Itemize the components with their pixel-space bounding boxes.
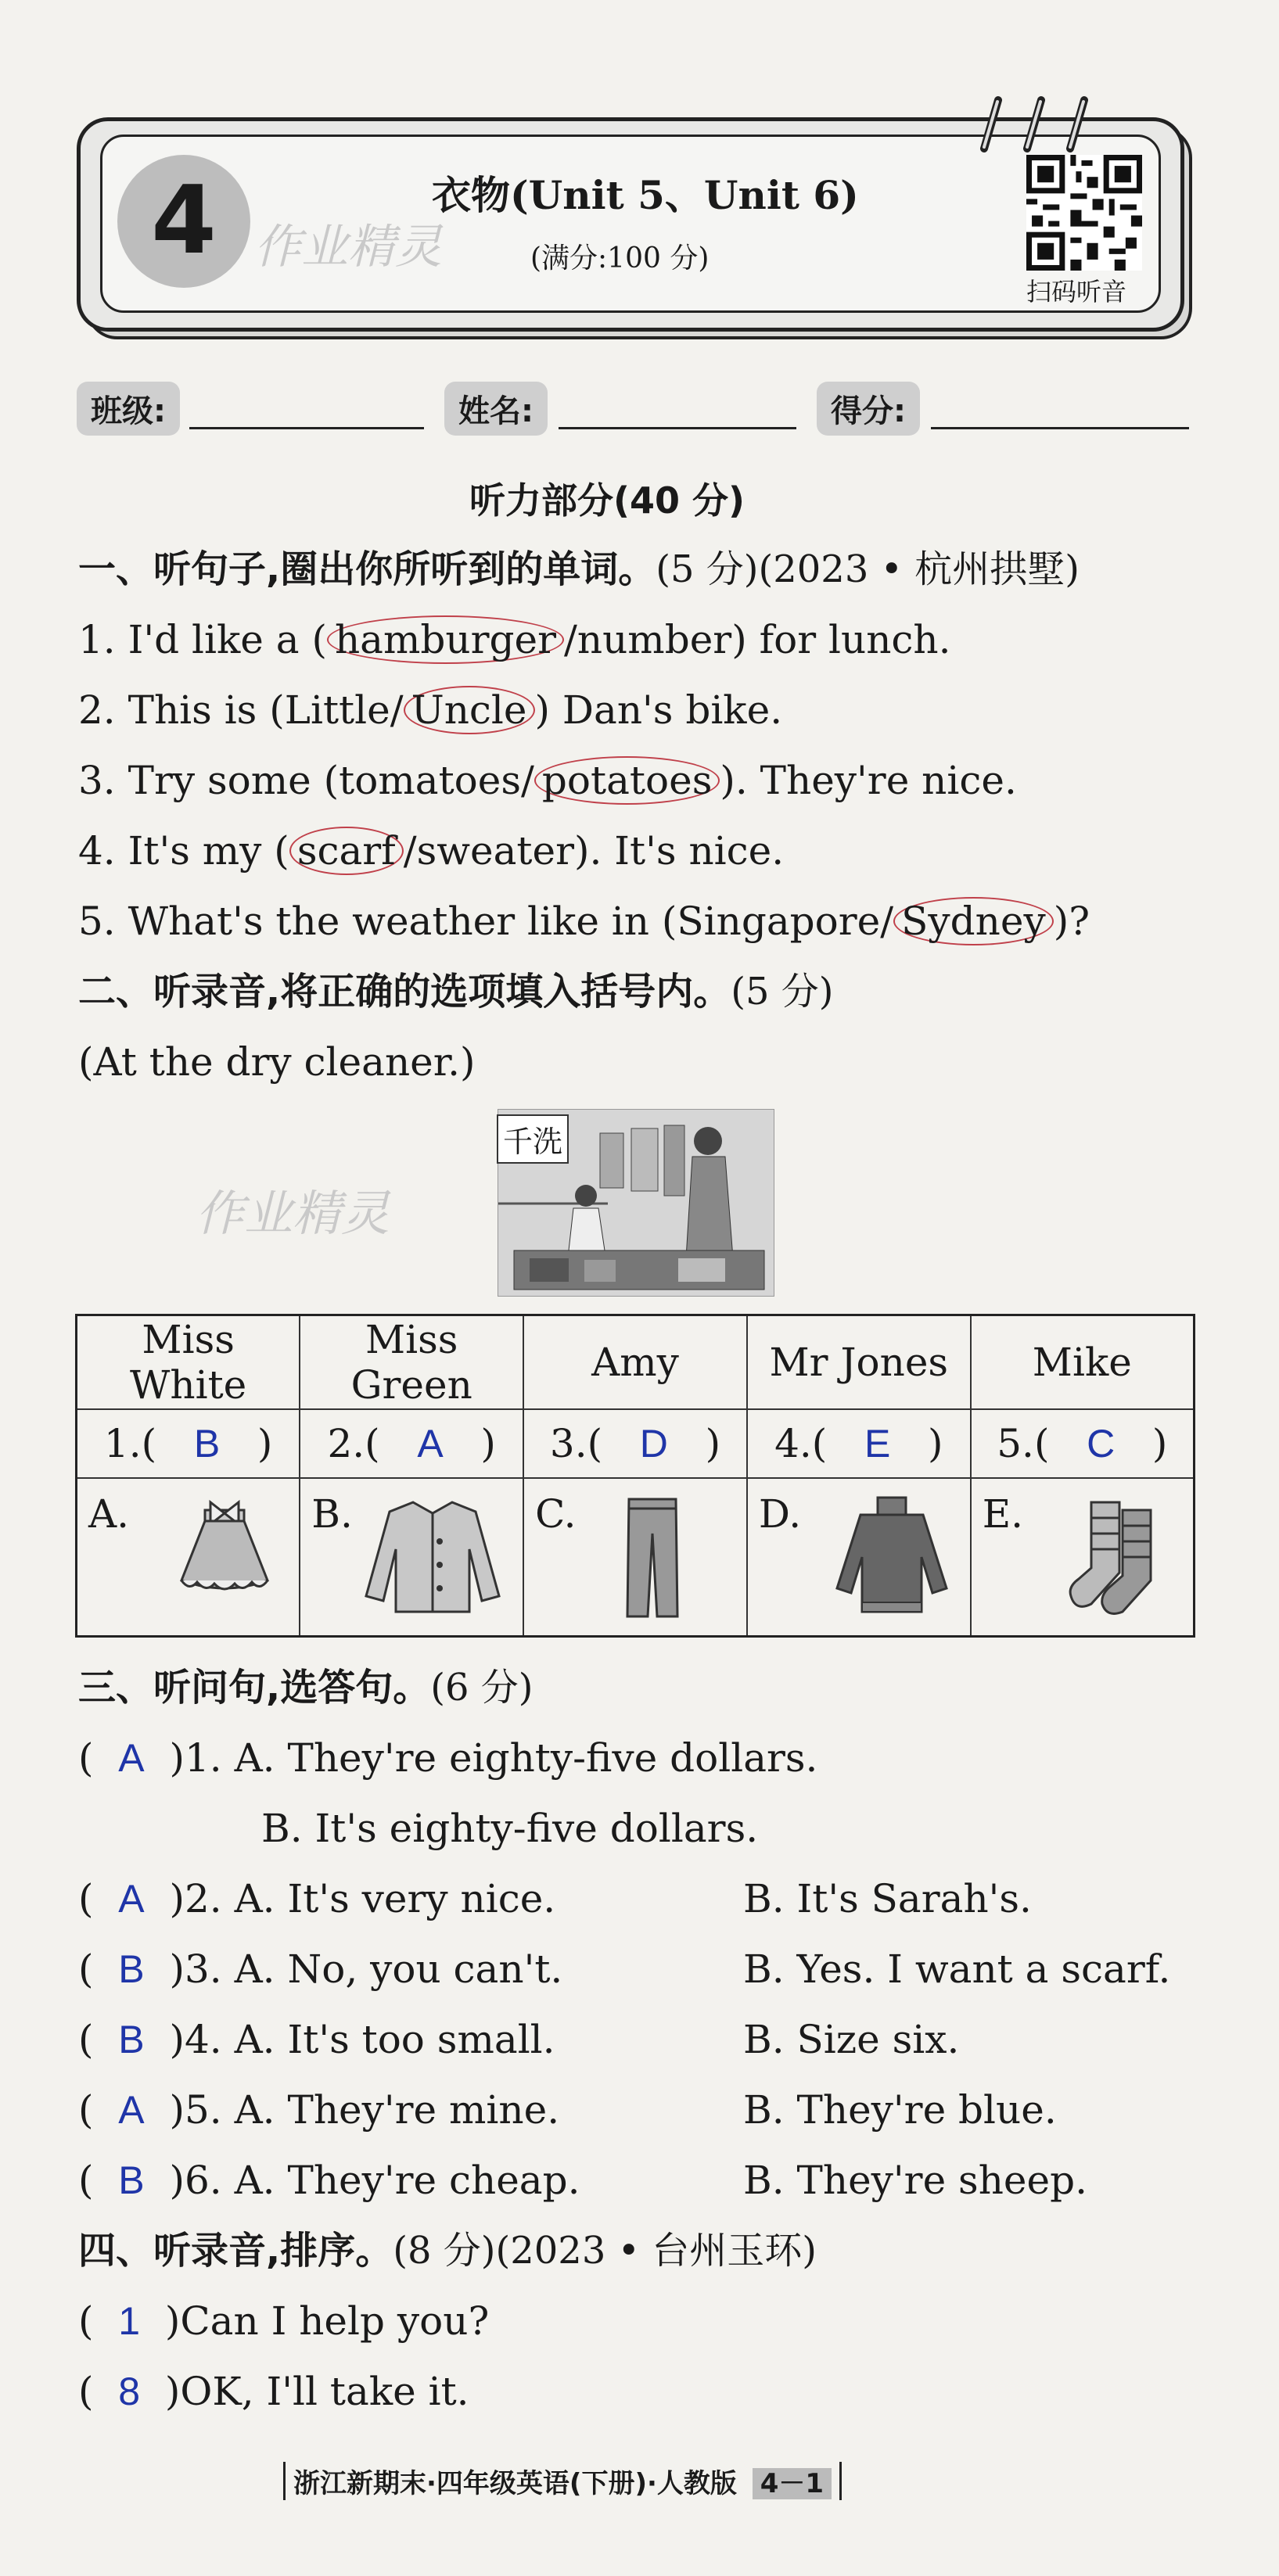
watermark: 作业精灵 (254, 220, 442, 274)
unit-title: 衣物(Unit 5、Unit 6) (432, 172, 859, 218)
full-score: (满分:100 分) (530, 242, 710, 274)
circled-answer: Sydney (893, 897, 1054, 945)
footer-text: 浙江新期末·四年级英语(下册)·人教版 (293, 2468, 737, 2499)
part3-item-4-b: B. Size six. (743, 2017, 960, 2062)
answer-cell[interactable]: 2.( A ) (300, 1409, 523, 1478)
name-cell: Miss Green (300, 1315, 523, 1410)
option-cell-e: E. (971, 1478, 1195, 1637)
unit-number-badge (117, 155, 250, 288)
part2-title: 二、听录音,将正确的选项填入括号内。(5 分) (78, 970, 834, 1014)
answer-cell[interactable]: 5.( C ) (971, 1409, 1195, 1478)
part1-title: 一、听句子,圈出你所听到的单词。(5 分)(2023 • 杭州拱墅) (78, 547, 1080, 591)
dry-clean-sign: 千洗 (497, 1114, 569, 1164)
circled-answer: Uncle (404, 686, 535, 734)
part3-item-5: ( A )5. A. They're mine. (78, 2087, 560, 2133)
part3-item-1: ( A )1. A. They're eighty-five dollars. (78, 1735, 818, 1781)
unit-number: 4 (151, 167, 217, 275)
page-number: 4－1 (753, 2468, 832, 2499)
answer-cell[interactable]: 1.( B ) (77, 1409, 300, 1478)
part3-item-6-b: B. They're sheep. (743, 2158, 1087, 2203)
part3-item-2-b: B. It's Sarah's. (743, 1876, 1032, 1921)
socks-icon (1060, 1494, 1177, 1629)
spiral-rings (961, 86, 1117, 160)
part3-item-1-b: B. It's eighty-five dollars. (261, 1806, 759, 1851)
score-label: 得分: (817, 382, 920, 436)
part3-item-6: ( B )6. A. They're cheap. (78, 2158, 580, 2203)
part3-item-3-b: B. Yes. I want a scarf. (743, 1946, 1171, 1992)
class-field[interactable] (189, 391, 424, 429)
part1-item-4: 4. It's my ( scarf /sweater). It's nice. (78, 828, 785, 874)
option-cell-d: D. (747, 1478, 971, 1637)
part4-title: 四、听录音,排序。(8 分)(2023 • 台州玉环) (78, 2229, 817, 2273)
name-cell: Mr Jones (747, 1315, 971, 1410)
part3-item-4: ( B )4. A. It's too small. (78, 2017, 555, 2062)
coat-icon (358, 1494, 507, 1629)
sweater-icon (829, 1494, 954, 1629)
qr-code[interactable] (1026, 155, 1142, 271)
part1-item-1: 1. I'd like a ( hamburger /number) for lunch. (78, 617, 951, 662)
skirt-icon (166, 1494, 283, 1621)
clothes-table (75, 1314, 1195, 1638)
dry-cleaner-picture (498, 1109, 774, 1297)
name-cell: Mike (971, 1315, 1195, 1410)
part3-title: 三、听问句,选答句。(6 分) (78, 1666, 534, 1710)
part4-item-2: ( 8 )OK, I'll take it. (78, 2369, 469, 2414)
option-cell-b: B. (300, 1478, 523, 1637)
option-cell-a: A. (77, 1478, 300, 1637)
part3-item-5-b: B. They're blue. (743, 2087, 1057, 2133)
part4-item-1: ( 1 )Can I help you? (78, 2298, 490, 2344)
watermark: 作业精灵 (196, 1185, 390, 1242)
jeans-icon (621, 1494, 684, 1629)
part3-item-2: ( A )2. A. It's very nice. (78, 1876, 556, 1921)
answer-cell[interactable]: 4.( E ) (747, 1409, 971, 1478)
name-cell: Miss White (77, 1315, 300, 1410)
name-field[interactable] (559, 391, 796, 429)
circled-answer: hamburger (327, 615, 564, 664)
part1-item-5: 5. What's the weather like in (Singapore/ Sydney )? (78, 899, 1090, 944)
circled-answer: potatoes (534, 756, 720, 805)
option-cell-c: C. (523, 1478, 747, 1637)
name-label: 姓名: (444, 382, 548, 436)
class-label: 班级: (77, 382, 180, 436)
qr-label: 扫码听音 (1026, 277, 1127, 307)
footer (283, 2462, 842, 2500)
name-cell: Amy (523, 1315, 747, 1410)
section-title: 听力部分(40 分) (469, 479, 745, 522)
part1-item-2: 2. This is (Little/ Uncle ) Dan's bike. (78, 687, 783, 733)
part1-item-3: 3. Try some (tomatoes/ potatoes ). They're nice. (78, 758, 1017, 803)
part2-subtitle: (At the dry cleaner.) (78, 1039, 476, 1085)
circled-answer: scarf (289, 827, 404, 875)
score-field[interactable] (931, 391, 1189, 429)
answer-cell[interactable]: 3.( D ) (523, 1409, 747, 1478)
part3-item-3: ( B )3. A. No, you can't. (78, 1946, 563, 1992)
